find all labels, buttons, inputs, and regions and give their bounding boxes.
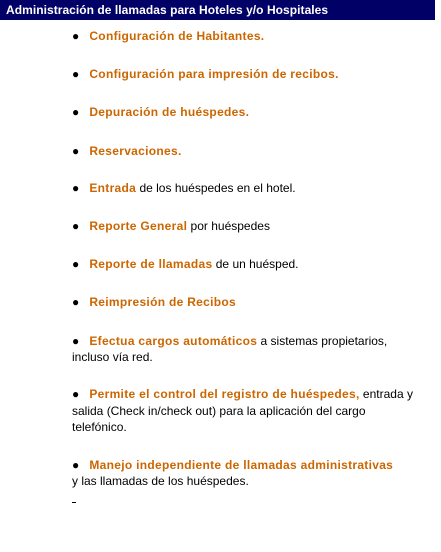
link-depuracion-huespedes[interactable]: Depuración de huéspedes.	[89, 105, 250, 119]
item-description: de los huéspedes en el hotel.	[136, 181, 296, 195]
item-description-continued: telefónico.	[72, 420, 127, 434]
list-item-manejo-llamadas	[72, 457, 393, 473]
bullet-icon: ●	[72, 144, 80, 158]
link-entrada[interactable]: Entrada	[89, 181, 137, 195]
link-reporte-llamadas[interactable]: Reporte de llamadas	[89, 257, 213, 271]
bullet-icon: ●	[72, 458, 80, 472]
link-manejo-llamadas-administrativas[interactable]: Manejo independiente de llamadas administrativas	[89, 458, 394, 472]
link-reservaciones[interactable]: Reservaciones.	[89, 144, 182, 158]
list-item-depuracion-huespedes	[72, 104, 249, 120]
link-configuracion-habitantes[interactable]: Configuración de Habitantes.	[89, 29, 265, 43]
list-item-configuracion-habitantes	[72, 28, 264, 44]
list-item-reporte-llamadas	[72, 256, 299, 272]
bullet-icon: ●	[72, 257, 80, 271]
bullet-icon: ●	[72, 181, 80, 195]
list-item-control-registro	[72, 386, 413, 402]
header-bar	[0, 0, 435, 20]
link-configuracion-impresion-recibos[interactable]: Configuración para impresión de recibos.	[89, 67, 339, 81]
bullet-icon: ●	[72, 219, 80, 233]
list-item-configuracion-impresion	[72, 66, 339, 82]
divider	[72, 502, 76, 503]
list-item-reporte-general	[72, 218, 270, 234]
page-title: Administración de llamadas para Hoteles y/o Hospitales	[6, 3, 329, 17]
bullet-icon: ●	[72, 29, 80, 43]
link-control-registro-huespedes[interactable]: Permite el control del registro de huéspedes,	[89, 387, 360, 401]
list-item-reimpresion-recibos	[72, 294, 236, 310]
item-description: a sistemas propietarios,	[257, 334, 388, 348]
item-description: de un huésped.	[212, 257, 299, 271]
bullet-icon: ●	[72, 387, 80, 401]
bullet-icon: ●	[72, 105, 80, 119]
list-item-entrada	[72, 180, 296, 196]
item-description-continued: salida (Check in/check out) para la aplicación del cargo	[72, 404, 366, 418]
bullet-icon: ●	[72, 295, 80, 309]
item-description-continued: y las llamadas de los huéspedes.	[72, 474, 249, 488]
link-cargos-automaticos[interactable]: Efectua cargos automáticos	[89, 334, 258, 348]
item-description: entrada y	[359, 387, 413, 401]
list-item-cargos-automaticos	[72, 333, 387, 349]
link-reporte-general[interactable]: Reporte General	[89, 219, 188, 233]
list-item-reservaciones	[72, 143, 182, 159]
bullet-icon: ●	[72, 334, 80, 348]
item-description-continued: incluso vía red.	[72, 350, 153, 364]
item-description: por huéspedes	[187, 219, 270, 233]
bullet-icon: ●	[72, 67, 80, 81]
link-reimpresion-recibos[interactable]: Reimpresión de Recibos	[89, 295, 236, 309]
